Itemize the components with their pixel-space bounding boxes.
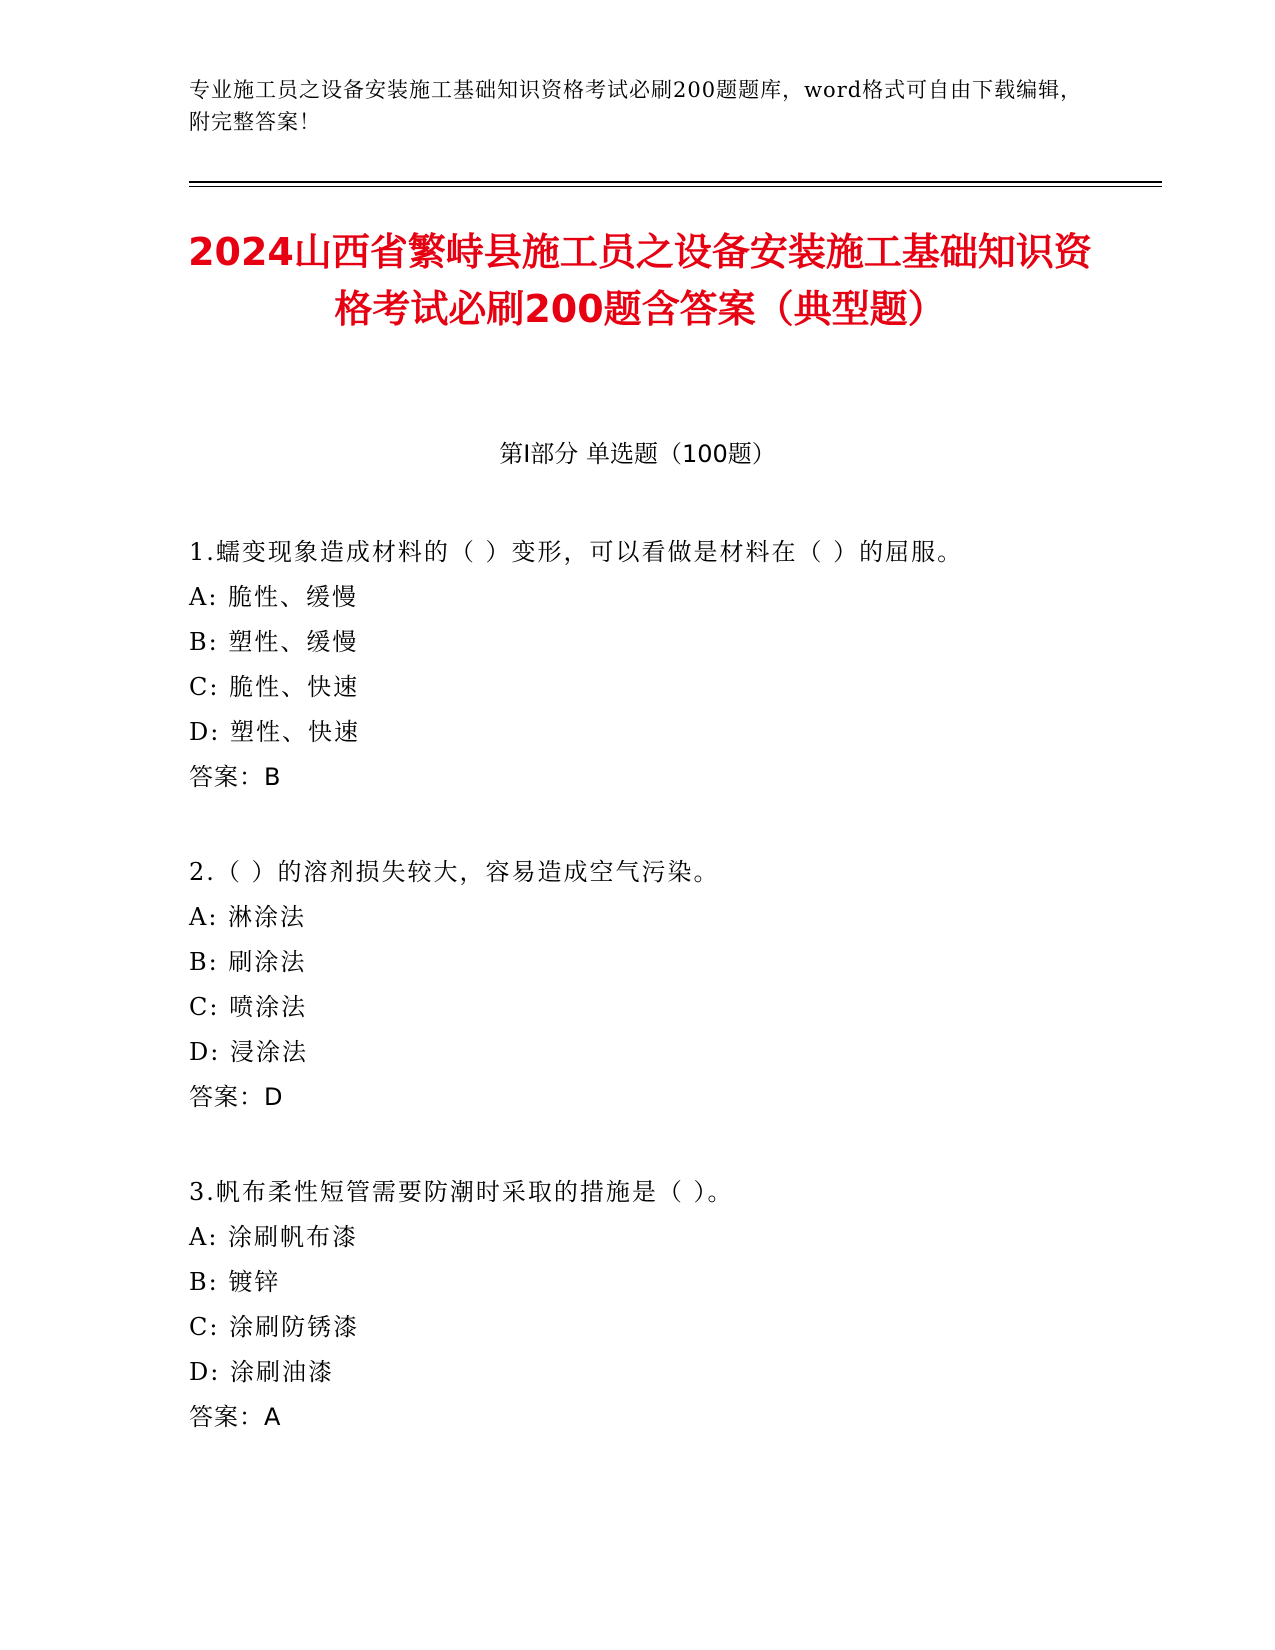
answer: 答案：A (189, 1403, 282, 1431)
section-heading: 第Ⅰ部分 单选题（100题） (499, 440, 776, 468)
option-c: C: 喷涂法 (189, 993, 308, 1021)
option-b: B: 塑性、缓慢 (189, 628, 359, 656)
option-d: D: 塑性、快速 (189, 718, 360, 746)
option-c: C: 涂刷防锈漆 (189, 1313, 360, 1341)
question-2 (189, 850, 1109, 1170)
header-divider-thick (189, 181, 1162, 183)
option-d: D: 浸涂法 (189, 1038, 308, 1066)
question-stem: 3.帆布柔性短管需要防潮时采取的措施是（ ）。 (189, 1178, 734, 1206)
option-a: A: 脆性、缓慢 (189, 583, 359, 611)
option-b: B: 刷涂法 (189, 948, 307, 976)
question-list (189, 530, 1109, 1490)
option-a: A: 淋涂法 (189, 903, 307, 931)
answer: 答案：B (189, 763, 282, 791)
question-1 (189, 530, 1109, 850)
header-divider-thin (189, 186, 1162, 187)
answer: 答案：D (189, 1083, 284, 1111)
option-a: A: 涂刷帆布漆 (189, 1223, 359, 1251)
document-title: 2024山西省繁峙县施工员之设备安装施工基础知识资格考试必刷200题含答案（典型题） (188, 230, 1092, 331)
question-stem: 2.（ ）的溶剂损失较大，容易造成空气污染。 (189, 858, 720, 886)
option-b: B: 镀锌 (189, 1268, 281, 1296)
header-note: 专业施工员之设备安装施工基础知识资格考试必刷200题题库，word格式可自由下载编辑，附完整答案！ (189, 78, 1083, 134)
question-3 (189, 1170, 1109, 1490)
option-d: D: 涂刷油漆 (189, 1358, 334, 1386)
option-c: C: 脆性、快速 (189, 673, 360, 701)
question-stem: 1.蠕变现象造成材料的（ ）变形，可以看做是材料在（ ）的屈服。 (189, 538, 964, 566)
